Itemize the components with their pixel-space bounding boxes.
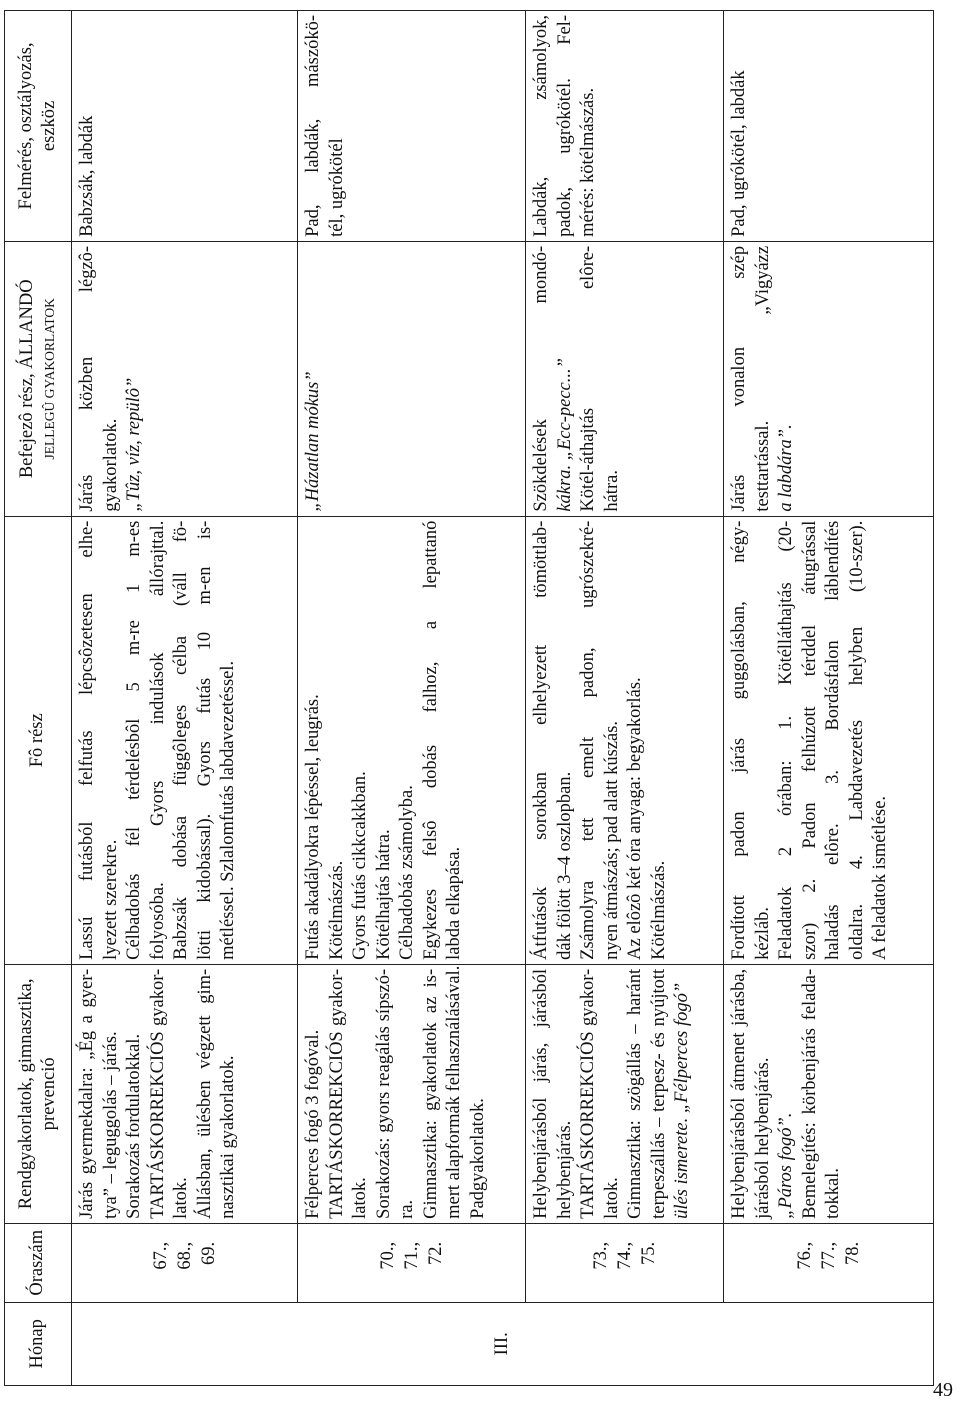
warmup-cell: Félperces fogó 3 fogóval. TARTÁSKORREKCIÓS gyakor- latok. Sorakozás: gyors reagálás sípszó- ra. Gimnasztika: gyakorlatok az is- mert alapformák felhasználásával. Padgyakorlatok. [298, 964, 526, 1223]
main-cell: Lassú futásból felfutás lépcsôzetesen elhe- lyezett szerekre. Célbadobás fél térdelésbôl 5 m-re 1 m-es folyosóba. Gyors indulások állórajttal. Babzsák dobása függôleges célba (váll fö- lötti kidobással). Gyors futás 10 m-en is- métléssel. Szlalomfutás labdavezetéssel. [72, 516, 298, 964]
header-closing: Befejezô rész, ÁLLANDÓ JELLEGÛ GYAKORLATOK [5, 241, 72, 516]
closing-cell: „Házatlan mókus” [298, 241, 526, 516]
page-number: 49 [933, 1379, 953, 1401]
assessment-cell: Pad, ugrókötél, labdák [724, 11, 934, 242]
lesson-plan-table [4, 10, 934, 1386]
header-month: Hónap [5, 1302, 72, 1385]
header-warmup: Rendgyakorlatok, gimnasztika, prevenció [5, 964, 72, 1223]
main-cell: Futás akadályokra lépéssel, leugrás. Kötélmászás. Gyors futás cikkcakkban. Kötélhajtás hátra. Célbadobás zsámolyba. Egykezes felsô dobás falhoz, a lepattanó labda elkapása. [298, 516, 526, 964]
table-row [724, 11, 934, 1386]
rotated-page [0, 4, 960, 1394]
hours-cell: 70., 71., 72. [298, 1223, 526, 1302]
month-cell: III. [72, 1302, 934, 1385]
hours-cell: 67., 68., 69. [72, 1223, 298, 1302]
table-row [72, 11, 298, 1386]
warmup-cell: Helybenjárásból átmenet járásba, járásból helybenjárás. „Páros fogó”. Bemelegítés: körbenjárás felada- tokkal. [724, 964, 934, 1223]
closing-cell: Járás közben légzô- gyakorlatok. „Tûz, víz, repülô” [72, 241, 298, 516]
table-row [298, 11, 526, 1386]
warmup-cell: Helybenjárásból járás, járásból helybenjárás. TARTÁSKORREKCIÓS gyakor- latok. Gimnasztika: szögállás – haránt terpeszállás – terpesz- és nyújtott ülés ismerete. „Félperces fogó” [526, 964, 724, 1223]
header-hours: Óraszám [5, 1223, 72, 1302]
hours-cell: 73., 74., 75. [526, 1223, 724, 1302]
main-cell: Fordított padon járás guggolásban, négy- kézláb. Feladatok 2 órában: 1. Kötélláthajtás (20- szor) 2. Padon felhúzott térddel átugrással haladás elôre. 3. Bordásfalon láblendítés oldalra. 4. Labdavezetés helyben (10-szer). A feladatok ismétlése. [724, 516, 934, 964]
hours-cell: 76., 77., 78. [724, 1223, 934, 1302]
assessment-cell: Labdák, zsámolyok, padok, ugrókötél. Fel- mérés: kötélmászás. [526, 11, 724, 242]
table-row [526, 11, 724, 1386]
main-cell: Átfutások sorokban elhelyezett tömöttlab- dák fölött 3–4 oszlopban. Zsámolyra tett emelt padon, ugrószekré- nyen átmászás; pad alatt kúszás. Az elôzô két óra anyaga: begyakorlás. Kötélmászás. [526, 516, 724, 964]
closing-cell: Szökdelések mondó- kákra. „Ecc-pecc...” Kötél-áthajtás elôre- hátra. [526, 241, 724, 516]
header-row [5, 11, 72, 1386]
header-assessment: Felmérés, osztályozás, eszköz [5, 11, 72, 242]
assessment-cell: Babzsák, labdák [72, 11, 298, 242]
header-main: Fô rész [5, 516, 72, 964]
assessment-cell: Pad, labdák, mászókö- tél, ugrókötél [298, 11, 526, 242]
closing-cell: Járás vonalon szép testtartással. „Vigyázz a labdára”. [724, 241, 934, 516]
warmup-cell: Járás gyermekdalra: „Ég a gyer- tya” – leguggolás – járás. Sorakozás fordulatokkal. TARTÁSKORREKCIÓS gyakor- latok. Állásban, ülésben végzett gim- nasztikai gyakorlatok. [72, 964, 298, 1223]
